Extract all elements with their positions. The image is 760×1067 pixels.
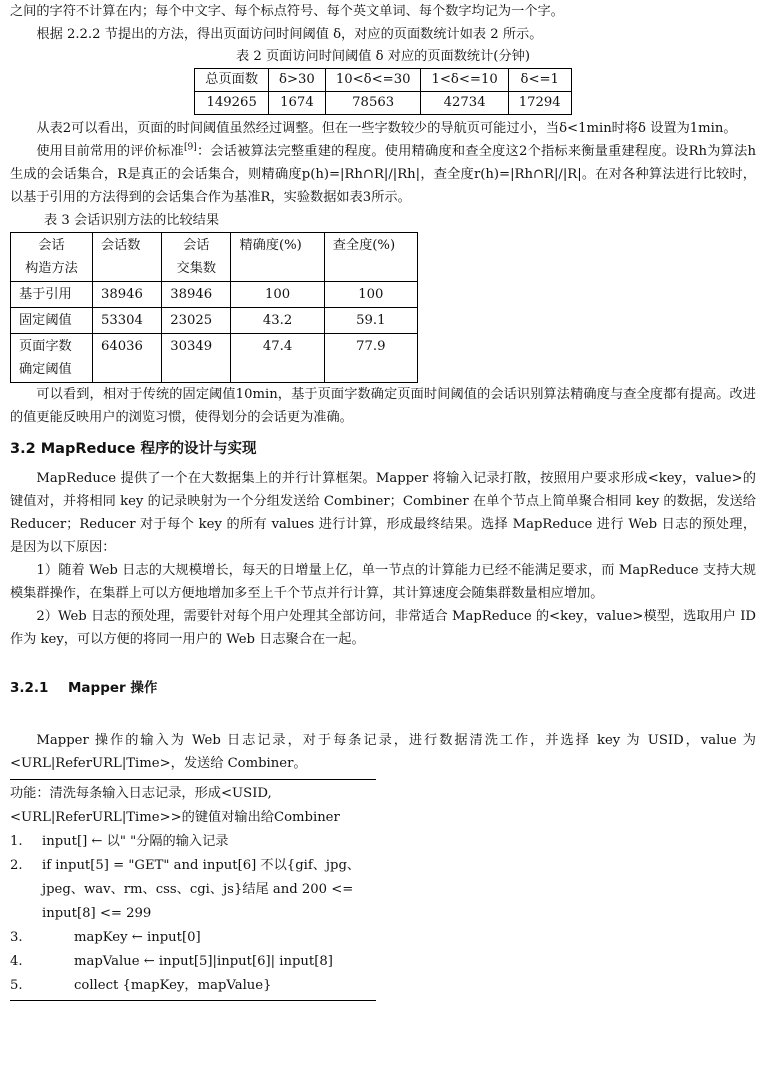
cell-line: 确定阈值 bbox=[19, 362, 72, 377]
table-cell: 23025 bbox=[162, 308, 231, 334]
table-cell: 64036 bbox=[92, 334, 161, 383]
table-cell: 100 bbox=[231, 282, 324, 308]
paragraph: Mapper 操作的输入为 Web 日志记录，对于每条记录，进行数据清洗工作，并选择 key 为 USID，value 为<URL|ReferURL|Time>，发送给 Combiner。 bbox=[10, 733, 756, 771]
table-header-cell: 1<δ<=10 bbox=[421, 69, 508, 92]
line-number: 3. bbox=[10, 930, 23, 945]
header-line: 会话 bbox=[38, 238, 65, 253]
paragraph: 根据 2.2.2 节提出的方法，得出页面访问时间阈值 δ，对应的页面数统计如表 2 所示。 bbox=[36, 27, 543, 42]
table-header-cell bbox=[231, 233, 324, 282]
line-number: 2. bbox=[10, 858, 23, 873]
line-number: 1. bbox=[10, 834, 23, 849]
table-cell: 100 bbox=[324, 282, 417, 308]
algorithm-line bbox=[10, 950, 376, 974]
table-cell: 59.1 bbox=[324, 308, 417, 334]
algorithm-text: 功能：清洗每条输入日志记录，形成<USID, bbox=[10, 786, 272, 801]
table-cell: 78563 bbox=[325, 92, 421, 115]
table-3-caption: 表 3 会话识别方法的比较结果 bbox=[44, 213, 220, 228]
table-cell: 基于引用 bbox=[11, 282, 93, 308]
algorithm-line bbox=[10, 830, 376, 854]
algorithm-line bbox=[10, 974, 376, 998]
header-line: 交集数 bbox=[176, 261, 217, 276]
table-cell: 固定阈值 bbox=[11, 308, 93, 334]
table-cell: 30349 bbox=[162, 334, 231, 383]
algorithm-function bbox=[10, 806, 376, 830]
table-header-cell bbox=[92, 233, 161, 282]
table-header-cell: δ>30 bbox=[269, 69, 326, 92]
header-line: 查全度(%) bbox=[332, 238, 396, 253]
paper-page bbox=[10, 0, 756, 1001]
table-header-cell bbox=[162, 233, 231, 282]
line-number: 4. bbox=[10, 954, 23, 969]
table-cell: 149265 bbox=[195, 92, 269, 115]
table-header-cell: δ<=1 bbox=[508, 69, 571, 92]
table-cell: 17294 bbox=[508, 92, 571, 115]
table-3 bbox=[10, 232, 418, 383]
table-header-row bbox=[11, 233, 418, 282]
table-header-cell bbox=[324, 233, 417, 282]
table-header-row bbox=[195, 69, 571, 92]
citation-ref: [9] bbox=[183, 142, 197, 153]
table-cell: 43.2 bbox=[231, 308, 324, 334]
algorithm-line bbox=[10, 854, 376, 926]
header-line: 会话数 bbox=[100, 238, 141, 253]
table-2 bbox=[194, 68, 571, 115]
table-row bbox=[195, 92, 571, 115]
paragraph-text: 使用目前常用的评价标准 bbox=[36, 144, 184, 159]
algorithm-box bbox=[10, 779, 376, 1001]
table-cell bbox=[11, 334, 93, 383]
paragraph bbox=[10, 140, 756, 209]
table-cell: 47.4 bbox=[231, 334, 324, 383]
paragraph: 之间的字符不计算在内；每个中文字、每个标点符号、每个英文单词、每个数字均记为一个字。 bbox=[10, 4, 564, 19]
algorithm-text: input[] ← 以" "分隔的输入记录 bbox=[42, 834, 229, 849]
paragraph: 可以看到，相对于传统的固定阈值10min，基于页面字数确定页面时间阈值的会话识别算法精确度与查全度都有提高。改进的值更能反映用户的浏览习惯，使得划分的会话更为准确。 bbox=[10, 387, 756, 425]
algorithm-text: <URL|ReferURL|Time>>的键值对输出给Combiner bbox=[10, 810, 340, 825]
paragraph: 从表2可以看出，页面的时间阈值虽然经过调整。但在一些字数较少的导航页可能过小，当δ<1min时将δ 设置为1min。 bbox=[36, 121, 737, 136]
cell-line: 页面字数 bbox=[19, 339, 72, 354]
table-row bbox=[11, 334, 418, 383]
subsection-number: 3.2.1 bbox=[10, 680, 49, 696]
table-header-cell: 10<δ<=30 bbox=[325, 69, 421, 92]
paragraph: 2）Web 日志的预处理，需要针对每个用户处理其全部访问，非常适合 MapReduce 的<key，value>模型，选取用户 ID 作为 key，可以方便的将同一用户的 Web 日志聚合在一起。 bbox=[10, 609, 756, 647]
table-header-cell: 总页面数 bbox=[195, 69, 269, 92]
table-cell: 53304 bbox=[92, 308, 161, 334]
algorithm-line bbox=[10, 926, 376, 950]
header-line: 构造方法 bbox=[25, 261, 78, 276]
paragraph: MapReduce 提供了一个在大数据集上的并行计算框架。Mapper 将输入记录打散，按照用户要求形成<key，value>的键值对，并将相同 key 的记录映射为一个分组发送给 Combiner；Combiner 在单个节点上简单聚合相同 key 的数据，发送给 Reducer；Reducer 对于每个 key 的所有 values 进行计算，形成最终结果。选择 MapReduce 进行 Web 日志的预处理，是因为以下原因： bbox=[10, 471, 756, 555]
subsection-heading bbox=[10, 677, 756, 699]
algorithm-text: collect {mapKey，mapValue} bbox=[74, 978, 272, 993]
table-cell: 42734 bbox=[421, 92, 508, 115]
header-line: 精确度(%) bbox=[239, 238, 302, 253]
table-row bbox=[11, 308, 418, 334]
algorithm-text: mapKey ← input[0] bbox=[74, 930, 201, 945]
algorithm-text: mapValue ← input[5]|input[6]| input[8] bbox=[74, 954, 333, 969]
section-heading: 3.2 MapReduce 程序的设计与实现 bbox=[10, 441, 257, 457]
table-2-caption: 表 2 页面访问时间阈值 δ 对应的页面数统计(分钟) bbox=[236, 49, 530, 64]
algorithm-text: if input[5] = "GET" and input[6] 不以{gif、jpg、jpeg、wav、rm、css、cgi、js}结尾 and 200 <= input[8] <= 299 bbox=[42, 858, 361, 921]
header-line: 会话 bbox=[183, 238, 210, 253]
table-cell: 38946 bbox=[92, 282, 161, 308]
line-number: 5. bbox=[10, 978, 23, 993]
paragraph-text: ：会话被算法完整重建的程度。使用精确度和查全度这2个指标来衡量重建程度。设Rh为算法h生成的会话集合，R是真正的会话集合，则精确度p(h)=|Rh∩R|/|Rh|，查全度r(h)=|Rh∩R|/|R|。在对各种算法进行比较时，以基于引用的方法得到的会话集合作为基准R，实验数据如表3所示。 bbox=[10, 144, 756, 205]
algorithm-function bbox=[10, 782, 376, 806]
table-cell: 38946 bbox=[162, 282, 231, 308]
table-header-cell bbox=[11, 233, 93, 282]
table-cell: 1674 bbox=[269, 92, 326, 115]
table-cell: 77.9 bbox=[324, 334, 417, 383]
paragraph: 1）随着 Web 日志的大规模增长，每天的日增量上亿，单一节点的计算能力已经不能满足要求，而 MapReduce 支持大规模集群操作，在集群上可以方便地增加多至上千个节点并行计算，其计算速度会随集群数量相应增加。 bbox=[10, 563, 756, 601]
table-row bbox=[11, 282, 418, 308]
subsection-title: Mapper 操作 bbox=[68, 680, 158, 696]
